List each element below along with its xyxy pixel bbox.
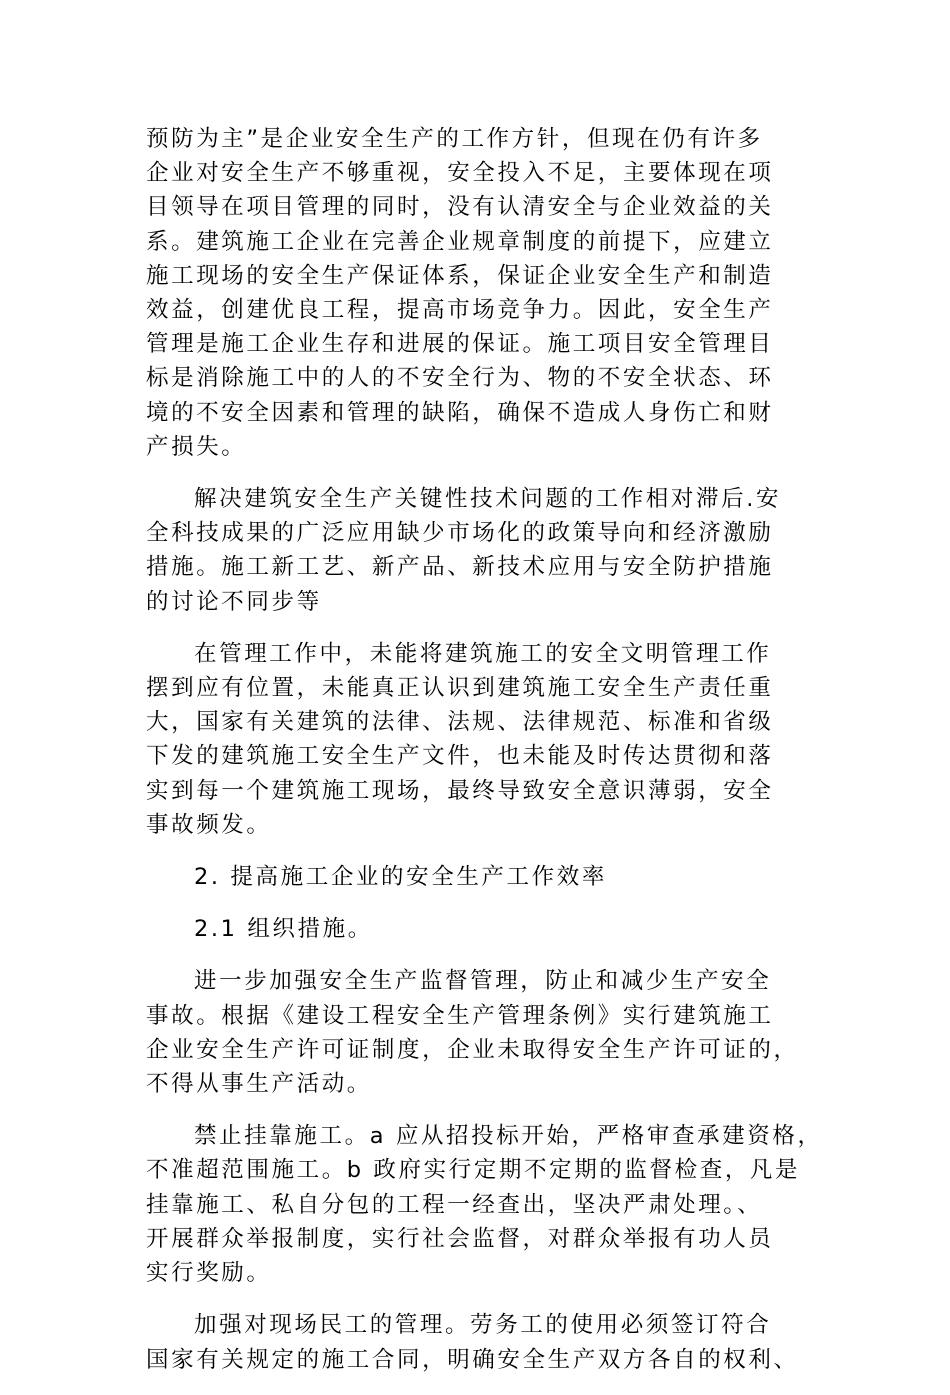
- text-line: 加强对现场民工的管理。劳务工的使用必须签订符合: [194, 1312, 772, 1339]
- text-line: 目领导在项目管理的同时，没有认清安全与企业效益的关: [146, 194, 774, 221]
- text-line: 产损失。: [146, 433, 247, 460]
- text-line: 施工现场的安全生产保证体系，保证企业安全生产和制造: [146, 262, 774, 289]
- text-line: 管理是施工企业生存和进展的保证。施工项目安全管理目: [146, 331, 774, 358]
- text-line: 挂靠施工、私自分包的工程一经查出，坚决严肃处理。、: [146, 1191, 763, 1218]
- section-heading: [146, 860, 806, 894]
- document-body: [146, 122, 823, 1377]
- text-line: 解决建筑安全生产关键性技术问题的工作相对滞后.安: [194, 486, 782, 513]
- text-line: 国家有关规定的施工合同，明确安全生产双方各自的权利、: [146, 1346, 799, 1373]
- body-paragraph: [146, 122, 806, 464]
- text-line: 企业对安全生产不够重视，安全投入不足，主要体现在项: [146, 160, 774, 187]
- text-line: 不得从事生产活动。: [146, 1071, 372, 1098]
- text-line: 下发的建筑施工安全生产文件，也未能及时传达贯彻和落: [146, 743, 774, 770]
- text-line: 系。建筑施工企业在完善企业规章制度的前提下，应建立: [146, 228, 774, 255]
- body-paragraph: [146, 482, 806, 619]
- text-line: 企业安全生产许可证制度，企业未取得安全生产许可证的，: [146, 1036, 799, 1063]
- text-line: 在管理工作中，未能将建筑施工的安全文明管理工作: [194, 640, 772, 667]
- body-paragraph: [146, 1308, 806, 1376]
- text-line: 措施。施工新工艺、新产品、新技术应用与安全防护措施: [146, 554, 774, 581]
- text-line: 事故。根据《建设工程安全生产管理条例》实行建筑施工: [146, 1002, 774, 1029]
- text-line: 境的不安全因素和管理的缺陷，确保不造成人身伤亡和财: [146, 399, 774, 426]
- section-heading: [146, 912, 806, 946]
- text-line: 实行奖励。: [146, 1260, 272, 1287]
- text-line: 大，国家有关建筑的法律、法规、法律规范、标准和省级: [146, 709, 774, 736]
- text-line: 标是消除施工中的人的不安全行为、物的不安全状态、环: [146, 365, 774, 392]
- text-line: 效益，创建优良工程，提高市场竞争力。因此，安全生产: [146, 297, 774, 324]
- text-line: 事故频发。: [146, 811, 272, 838]
- document-page: [146, 122, 823, 1395]
- body-paragraph: [146, 1119, 823, 1290]
- text-line: 全科技成果的广泛应用缺少市场化的政策导向和经济激励: [146, 520, 774, 547]
- text-line: 的讨论不同步等: [146, 588, 322, 615]
- text-line: 进一步加强安全生产监督管理，防止和减少生产安全: [194, 968, 772, 995]
- text-line: 禁止挂靠施工。a 应从招投标开始，严格审查承建资格，: [194, 1123, 823, 1150]
- text-line: 开展群众举报制度，实行社会监督，对群众举报有功人员: [146, 1225, 774, 1252]
- text-line: 2. 提高施工企业的安全生产工作效率: [194, 864, 607, 891]
- text-line: 预防为主”是企业安全生产的工作方针，但现在仍有许多: [146, 126, 763, 152]
- text-line: 2.1 组织措施。: [194, 916, 373, 943]
- text-line: 不准超范围施工。b 政府实行定期不定期的监督检查，凡是: [146, 1157, 801, 1184]
- body-paragraph: [146, 637, 806, 842]
- text-line: 摆到应有位置，未能真正认识到建筑施工安全生产责任重: [146, 675, 774, 702]
- text-line: 实到每一个建筑施工现场，最终导致安全意识薄弱，安全: [146, 777, 774, 804]
- body-paragraph: [146, 964, 806, 1101]
